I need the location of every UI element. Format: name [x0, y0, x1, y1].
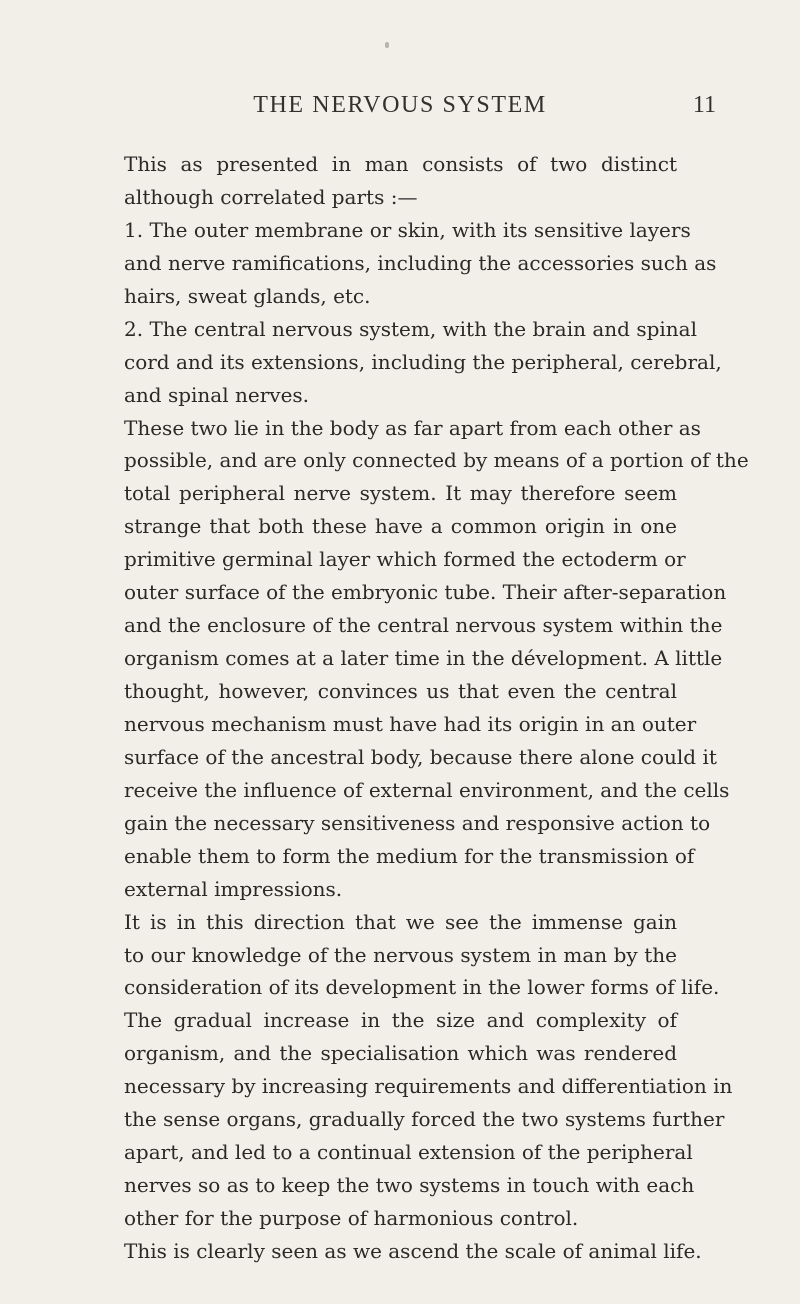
- text-line: primitive germinal layer which formed the ectoderm or: [124, 547, 686, 572]
- text-line: cord and its extensions, including the peripheral, cerebral,: [124, 349, 722, 374]
- text-line: organism comes at a later time in the dévelopment. A little: [124, 646, 723, 671]
- page-header: [0, 92, 800, 132]
- text-line: This is clearly seen as we ascend the scale of animal life.: [124, 1238, 702, 1263]
- text-line: although correlated parts :—: [124, 184, 418, 209]
- text-line: thought, however, convinces us that even the central: [124, 679, 677, 703]
- text-line: and spinal nerves.: [124, 382, 310, 407]
- text-line: 1. The outer membrane or skin, with its sensitive layers: [124, 217, 691, 242]
- paper-speck: [385, 42, 389, 48]
- text-line: The gradual increase in the size and complexity of: [124, 1008, 677, 1033]
- text-line: It is in this direction that we see the immense gain: [124, 909, 677, 934]
- text-line: apart, and led to a continual extension of the peripheral: [124, 1140, 693, 1165]
- text-line: 2. The central nervous system, with the brain and spinal: [124, 316, 697, 341]
- text-line: consideration of its development in the lower forms of life.: [124, 975, 720, 1000]
- text-line: and the enclosure of the central nervous system within the: [124, 613, 723, 638]
- text-line: the sense organs, gradually forced the two systems further: [124, 1107, 725, 1132]
- text-line: nervous mechanism must have had its origin in an outer: [124, 711, 697, 736]
- text-line: total peripheral nerve system. It may therefore seem: [124, 481, 677, 506]
- text-line: hairs, sweat glands, etc.: [124, 283, 371, 308]
- text-line: organism, and the specialisation which was rendered: [124, 1041, 677, 1066]
- text-line: surface of the ancestral body, because there alone could it: [124, 744, 717, 769]
- text-line: receive the influence of external environment, and the cells: [124, 777, 730, 802]
- text-line: gain the necessary sensitiveness and responsive action to: [124, 810, 711, 835]
- text-line: outer surface of the embryonic tube. Their after-separation: [124, 580, 727, 605]
- text-line: enable them to form the medium for the transmission of: [124, 843, 695, 868]
- running-head: THE NERVOUS SYSTEM: [253, 92, 547, 118]
- text-line: These two lie in the body as far apart from each other as: [124, 415, 701, 440]
- body-text: [124, 148, 749, 1268]
- text-line: possible, and are only connected by means of a portion of the: [124, 448, 749, 473]
- text-line: to our knowledge of the nervous system in man by the: [124, 942, 677, 967]
- text-line: strange that both these have a common origin in one: [124, 514, 677, 539]
- text-line: other for the purpose of harmonious control.: [124, 1206, 579, 1230]
- text-line: This as presented in man consists of two distinct: [124, 152, 677, 176]
- text-line: necessary by increasing requirements and differentiation in: [124, 1074, 733, 1099]
- text-line: and nerve ramifications, including the accessories such as: [124, 250, 717, 275]
- text-line: nerves so as to keep the two systems in touch with each: [124, 1173, 695, 1198]
- text-line: external impressions.: [124, 876, 343, 901]
- page-number: 11: [692, 92, 716, 118]
